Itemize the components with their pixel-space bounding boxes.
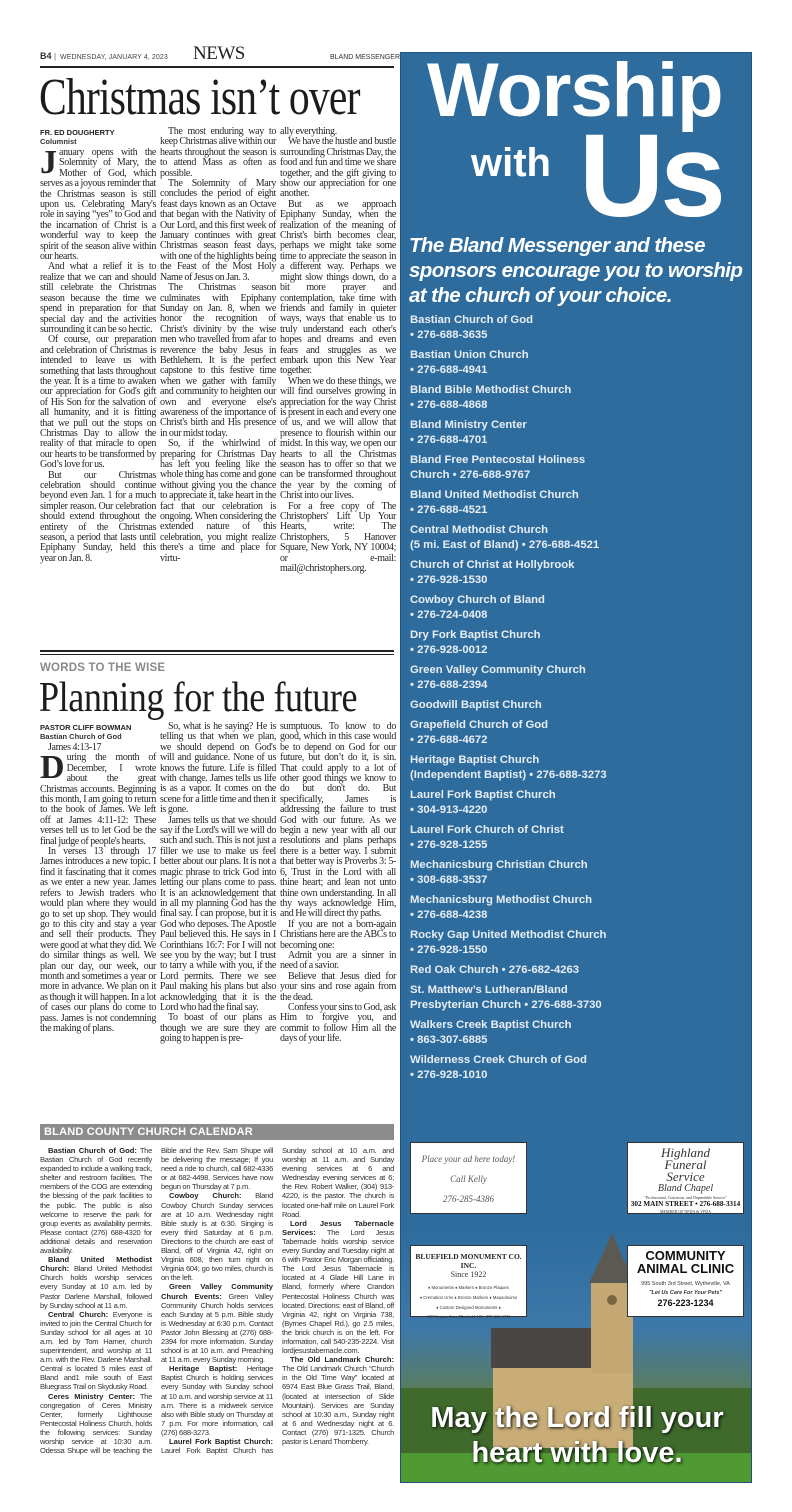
church-line: (Independent Baptist) • 276-688-3273: [410, 769, 607, 781]
church-line: Rocky Gap United Methodist Church: [410, 929, 607, 941]
church-listing: [410, 313, 740, 343]
funeral-logo: [628, 1143, 743, 1183]
ad-phone: 276-285-4386: [443, 1194, 494, 1204]
church-line: • 276-928-1010: [410, 1069, 488, 1081]
church-line: • 276-688-4941: [410, 364, 488, 376]
church-line: • 276-688-4868: [410, 399, 488, 411]
animal-clinic-advert[interactable]: [627, 1245, 744, 1317]
paragraph: Confess your sins to God, ask Him to forgive you, and commit to follow Him all the days of your life.: [280, 1001, 396, 1045]
church-line: • 304-913-4220: [410, 804, 488, 816]
church-listing: [410, 488, 740, 518]
church-line: Mechanicsburg Christian Church: [410, 859, 588, 871]
church-line: • 863-307-6885: [410, 1034, 488, 1046]
church-line: Heritage Baptist Church: [410, 754, 540, 766]
church-listing: [410, 418, 740, 448]
clinic-name: ANIMAL CLINIC: [636, 1261, 735, 1276]
church-listing: [410, 928, 740, 958]
church-listing: [410, 718, 740, 748]
author: PASTOR CLIFF BOWMAN: [40, 723, 132, 732]
church-line: Bland United Methodist Church: [410, 489, 579, 501]
calendar-entry: The Old Landmark Church: The Old Landmark Church “Church in the Old Time Way” located at 6974 East Blue Grass Trail, Bland, (located at intersection of Slide Mountain). Services are Sunday school at 10:30 a.m., Sunday night at 6 and Wednesday night at 6. Contact (276) 971-1325. Church pastor is Lenard Thornberry.: [282, 1355, 394, 1446]
paragraph: So, what is he saying? He is telling us that when we plan, we should depend on God's will and guidance. None of us knows the future. Life is filled with change. James tells us life is as a vapor. It comes on the scene for a little time and then it is gone.: [160, 721, 276, 816]
calendar-header: BLAND COUNTY CHURCH CALENDAR: [40, 1124, 394, 1140]
address: 995 South 3rd Street, Wytheville, VA: [641, 1281, 730, 1287]
paragraph: James 4:13-17: [48, 742, 102, 753]
church-listing: [410, 1018, 740, 1048]
worship-panel: [400, 52, 752, 1483]
calendar-entry-title: Bland United Methodist Church:: [40, 1255, 152, 1274]
church-line: • 276-688-4672: [410, 734, 488, 746]
paragraph: When we do these things, we will find ourselves growing in appreciation for the way Christ is present in each and every one of us, and we will allow that presence to flourish within our midst. In this way, we open our hearts to all the Christmas season has to offer so that we can be transformed throughout the year by the coming of Christ into our lives.: [280, 375, 396, 502]
calendar-entry: Central Church: Everyone is invited to join the Central Church for Sunday school for all ages at 10 a.m. led by Tom Harner, church superintendent, and worship at 11 a.m. with the Rev. Darlene Marshall. Central is located 5 miles east of Bland and1 mile south of East Bluegrass Trail on Skydusky Road.: [40, 1309, 152, 1392]
closing-message: May the Lord fill your heart with love.: [430, 1402, 724, 1469]
worship-tagline: The Bland Messenger and these sponsors encourage you to worship at the church of your choice.: [409, 234, 743, 307]
church-listing: [410, 788, 740, 818]
calendar-entry-title: Bastian Church of God:: [48, 1146, 137, 1155]
church-listing: [410, 348, 740, 378]
church-listing: [410, 628, 740, 658]
logo-line: Funeral: [664, 1157, 707, 1172]
church-line: Church • 276-688-9767: [410, 469, 531, 481]
page-number: B4: [40, 51, 52, 61]
church-listing: [410, 663, 740, 693]
calendar-entry: Green Valley Community Church Events: Green Valley Community Church holds services each Sunday at 5 p.m. Bible study is Wednesday at 6:30 p.m. Contact Pastor John Blessing at (276) 688-2394 for more information. Sunday school is at 10 a.m. and Preaching at 11 a.m. every Sunday morning.: [161, 1282, 274, 1365]
column-kicker: WORDS TO THE WISE: [40, 662, 166, 674]
church-listing: [410, 523, 740, 553]
calendar-entry-title: Green Valley Community Church Events:: [161, 1282, 273, 1301]
church-listing: [410, 858, 740, 888]
worship-title-with: with: [471, 141, 551, 185]
article2-column-2: [160, 722, 276, 1045]
church-line: • 276-688-4701: [410, 434, 488, 446]
drop-cap: J: [40, 144, 57, 181]
calendar-entry-title: Laurel Fork Baptist Church:: [169, 1437, 273, 1446]
church-listing: [410, 983, 740, 1013]
church-line: Bastian Church of God: [410, 314, 534, 326]
since: Since 1922: [450, 1270, 487, 1279]
paragraph: Believe that Jesus died for your sins and rose again from the dead.: [280, 970, 396, 1003]
ad-text: Place your ad here today!: [421, 1154, 516, 1164]
church-listing: [410, 593, 740, 623]
calendar-entry-title: Heritage Baptist:: [169, 1364, 238, 1374]
church-line: Bland Free Pentecostal Holiness: [410, 454, 586, 466]
church-line: Red Oak Church • 276-682-4263: [410, 964, 580, 976]
place-ad-advert[interactable]: [410, 1142, 527, 1214]
church-line: Presbyterian Church • 276-688-3730: [410, 999, 602, 1011]
church-line: • 276-688-2394: [410, 679, 488, 691]
church-line: Cowboy Church of Bland: [410, 594, 545, 606]
paragraph: January opens with the Solemnity of Mary, the Mother of God, which serves as a joyous reminder that the Christmas season is still upon us. Celebrating Mary's role in saying “yes” to God and the incarnation of Christ is a wonderful way to keep the spirit of the season alive within our hearts.: [40, 144, 156, 263]
paper-name: BLAND MESSENGER: [330, 54, 401, 61]
drop-cap: D: [40, 749, 65, 787]
church-listing: [410, 558, 740, 588]
issue-date: WEDNESDAY, JANUARY 4, 2023: [60, 54, 168, 61]
clinic-name: COMMUNITY: [645, 1248, 726, 1263]
services: ♦ Monuments ♦ Markers ♦ Bronze Plaques: [428, 1285, 509, 1290]
paragraph: sumptuous. To know to do good, which in this case would be to depend on God for our future, but don’t do it, is sin. That could apply to a lot of other good things we know to do but don't do. But specifically, James is addressing the failure to trust God with our future. As we begin a new year with all our resolutions and plans perhaps there is a better way. I submit that better way is Proverbs 3: 5-6, Trust in the Lord with all thine heart; and lean not unto thine own understanding. In all thy ways acknowledge Him, and He will direct thy paths.: [280, 721, 396, 920]
church-line: Wilderness Creek Church of God: [410, 1054, 587, 1066]
paragraph: The Solemnity of Mary concludes the period of eight feast days known as an Octave that began with the Nativity of Our Lord, and this first week of January continues with great Christmas season feast days, with one of the highlights being the Feast of the Most Holy Name of Jesus on Jan. 3.: [160, 178, 276, 283]
logo-line: Highland: [660, 1145, 711, 1160]
paragraph: During the month of December, I wrote about the great Christmas accounts. Beginning this month, I am going to return to the book of James. We left off at James 4:11-12: These verses tell us to let God be the final judge of people's hearts.: [40, 749, 156, 847]
paragraph: If you are not a born-again Christians here are the ABCs to becoming one:: [280, 918, 396, 951]
church-line: • 276-928-1530: [410, 574, 488, 586]
church-line: Bastian Union Church: [410, 349, 529, 361]
paragraph: But our Christmas celebration should continue beyond even Jan. 1 for a much simpler reason. Our celebration should extend throughout the entirety of the Christmas season, a period that lasts until Epiphany Sunday, held this year on Jan. 8.: [40, 469, 156, 564]
section-divider: [40, 650, 394, 655]
church-line: Bland Ministry Center: [410, 419, 527, 431]
author-role: Columnist: [40, 137, 77, 146]
funeral-service-advert[interactable]: [627, 1142, 744, 1214]
paragraph: Admit you are a sinner in need of a savior.: [280, 949, 396, 972]
church-line: (5 mi. East of Bland) • 276-688-4521: [410, 539, 600, 551]
church-calendar: [40, 1146, 394, 1455]
article2-byline: [40, 723, 131, 741]
church-line: • 276-928-1550: [410, 944, 488, 956]
services: ♦ Cremation Urns ♦ Bronze Markers ♦ Mausoleums: [419, 1295, 518, 1300]
church-line: • 308-688-3537: [410, 874, 488, 886]
monument-advert[interactable]: [410, 1245, 527, 1317]
paragraph: We have the hustle and bustle surrounding Christmas Day, the food and fun and time we share together, and the gift giving to show our appreciation for one another.: [280, 136, 396, 200]
church-line: • 276-928-1255: [410, 839, 488, 851]
calendar-entry: Heritage Baptist: Heritage Baptist Church is holding services every Sunday with Sunday school at 10 a.m. and worship service at 11 a.m. There is a midweek service also with Bible study on Thursday at 7 p.m. For more information, call (276) 688-3273.: [161, 1364, 273, 1437]
ad-contact: Call Kelly: [450, 1174, 487, 1184]
section-name: NEWS: [193, 43, 245, 64]
church-line: Green Valley Community Church: [410, 664, 586, 676]
church-listing: [410, 753, 740, 783]
paragraph: To boast of our plans as though we are sure they are going to happen is pre-: [160, 1012, 276, 1045]
church-listing: [410, 823, 740, 853]
paragraph: James tells us that we should say if the Lord's will we will do such and such. This is not just a filler we use to make us feel better about our plans. It is not a magic phrase to trick God into letting our plans come to pass. It is an acknowledgement that in all my planning God has the final say. I can propose, but it is God who deposes. The Apostle Paul believed this. He says in I Corinthians 16:7: For I will not see you by the way; but I trust to tarry a while with you, if the Lord permits. There we see Paul making his plans but also acknowledging that it is the Lord who had the final say.: [160, 814, 276, 1013]
worship-title: Worship: [427, 52, 723, 133]
paragraph: For a free copy of The Christophers' Lift Up Your Hearts, write: The Christophers, 5 Hanover Square, New York, NY 10004; or e-mail: mail@christophers.org.: [280, 500, 396, 575]
church-line: Laurel Fork Baptist Church: [410, 789, 556, 801]
church-line: • 276-724-0408: [410, 609, 488, 621]
company-name: BLUEFIELD MONUMENT CO. INC.: [415, 1252, 522, 1270]
calendar-entry: Ceres Ministry Center: The congregation of Ceres Ministry Center, formerly Lighthouse Pentecostal Holiness Church, holds the following services: Sunday worship service at 10:30 a.m. Odessa Shupe will be teaching the Bible and the Rev. Sam Shupe will be delivering the message; If you need a ride to church, call 682-4336 or at 682-4498. Services have now begun on Thursday at 7 p.m.: [40, 1146, 273, 1456]
church-line: • 276-688-4238: [410, 909, 488, 921]
article1-column-1: [40, 144, 156, 564]
services: ♦ Custom Designed Monuments ♦: [436, 1305, 501, 1310]
paragraph: The Christmas season culminates with Epiphany Sunday on Jan. 8, when we honor the recognition of Christ's divinity by the wise men who travelled from afar to reverence the baby Jesus in Bethlehem. It is the perfect capstone to this festive time when we gather with family and community to heighten our own and everyone else's awareness of the importance of Christ's birth and His presence in our midst today.: [160, 282, 276, 439]
calendar-entry-title: Central Church:: [48, 1309, 109, 1319]
church-line: Laurel Fork Church of Christ: [410, 824, 564, 836]
church-line: Dry Fork Baptist Church: [410, 629, 541, 641]
calendar-entry-title: Ceres Ministry Center:: [48, 1391, 136, 1401]
calendar-entry: Bland United Methodist Church: Bland United Methodist Church holds worship services every Sunday at 10 a.m. led by Pastor Darlene Marshall, followed by Sunday school at 11 a.m.: [40, 1255, 152, 1310]
separator: |: [54, 52, 57, 61]
church-line: Mechanicsburg Methodist Church: [410, 894, 593, 906]
calendar-entry-title: Lord Jesus Tabernacle Services:: [282, 1218, 394, 1237]
paragraph: And what a relief it is to realize that we can and should still celebrate the Christmas season because the time we spend in preparation for that special day and the activities surrounding it can be so hectic.: [40, 261, 156, 335]
paragraph: Of course, our preparation and celebration of Christmas is intended to leave us with something that lasts throughout the year. It is a time to awaken our appreciation for God's gift of His Son for the salvation of all humanity, and it is fitting that we pull out the stops on Christmas Day to allow the reality of that miracle to open our hearts to be transformed by God’s love for us.: [40, 334, 156, 471]
paragraph: ally everything.: [280, 126, 337, 137]
author: FR. ED DOUGHERTY: [40, 128, 115, 137]
church-listing: [410, 453, 740, 483]
calendar-entry: Cowboy Church: Bland Cowboy Church Sunday services are at 10 a.m. Wednesday night Bible study is at 6:30. Singing is every third Saturday at 6 p.m. Directions to the church are east of Bland, off of Virginia 42, right on Virginia 608, then turn right on Virginia 604; go two miles, church is on the left.: [161, 1191, 274, 1283]
article1-headline: Christmas isn’t over: [39, 69, 360, 126]
church-listing: [410, 698, 740, 713]
article1-column-3: [280, 127, 396, 574]
church-line: Bland Bible Methodist Church: [410, 384, 572, 396]
calendar-entry-title: Cowboy Church:: [169, 1191, 242, 1201]
article2-column-1: [40, 743, 156, 1034]
chapel-name: Bland Chapel: [657, 1183, 714, 1194]
church-line: Church of Christ at Hollybrook: [410, 559, 575, 571]
church-line: • 276-688-3635: [410, 329, 488, 341]
worship-title-us: Us: [579, 110, 722, 242]
article1-column-2: [160, 127, 276, 564]
calendar-entry-title: The Old Landmark Church:: [290, 1355, 394, 1365]
church-line: • 276-688-4521: [410, 504, 488, 516]
article2-headline: Planning for the future: [39, 675, 358, 721]
church-directory: [410, 313, 740, 1088]
church-line: Grapefield Church of God: [410, 719, 549, 731]
calendar-entry: Bastian Church of God: The Bastian Church of God recently expanded to include a walking track, shelter and restroom facilities. The members of the COG are extending the blessing of the park facilities to the public. The public is also welcome to reserve the park for group events as availability permits. Please contact (276) 688-4320 for additional details and reservation availability.: [40, 1146, 153, 1256]
church-line: • 276-928-0012: [410, 644, 488, 656]
header-rule: [40, 66, 394, 68]
church-listing: [410, 383, 740, 413]
paragraph: But as we approach Epiphany Sunday, when the realization of the meaning of Christ's birth becomes clear, perhaps we might take some time to appreciate the season in a different way. Perhaps we might slow things down, do a bit more prayer and contemplation, take time with friends and family in quieter ways, ways that enable us to truly understand each other's hopes and dreams and even fears and struggles as we embark upon this New Year together.: [280, 198, 396, 377]
author-role: Bastian Church of God: [40, 732, 122, 741]
motto: "Professional, Courteous, and Dependable Service": [644, 1195, 727, 1200]
church-line: Central Methodist Church: [410, 524, 549, 536]
membership: MEMBER OF NFDA & VFDA: [659, 1209, 712, 1214]
address: 302 MAIN STREET • 276-688-3314: [630, 1200, 741, 1208]
paragraph: The most enduring way to keep Christmas alive within our hearts throughout the season is to attend Mass as often as possible.: [160, 126, 276, 179]
church-listing: [410, 963, 740, 978]
calendar-entry: Laurel Fork Baptist Church: Laurel Fork Baptist Church has Sunday school at 10 a.m. and worship at 11 a.m. and Sunday evening services at 6 and Wednesday evening services at 6; the Rev. Robert Walker, (304) 913-4220, is the pastor. The church is located one-half mile on Laurel Fork Road.: [161, 1146, 394, 1456]
church-line: St. Matthew’s Lutheran/Bland: [410, 984, 568, 996]
address: 430 Virginia Ave., Bluefield, VA • 276-236-1174: [426, 1314, 511, 1319]
logo-line: Service: [666, 1169, 705, 1184]
slogan: "Let Us Care For Your Pets": [648, 1290, 723, 1296]
paragraph: So, if the whirlwind of preparing for Christmas Day has left you feeling like the whole thing has come and gone without giving you the chance to appreciate it, take heart in the fact that our celebration is ongoing. When considering the extended nature of this celebration, you might realize there's a time and place for virtu-: [160, 438, 276, 564]
article2-column-3: [280, 722, 396, 1045]
phone: 276-223-1234: [657, 1298, 714, 1308]
calendar-entry: Lord Jesus Tabernacle Services: The Lord Jesus Tabernacle holds worship service every Sunday and Tuesday night at 6 with Pastor Eric Morgan officiating. The Lord Jesus Tabernacle is located at 4 Glade Hill Lane in Bland, formerly where Crandon Pentecostal Holiness Church was located. Directions: east of Bland, off Virginia 42, right on Virginia 738, (Byrnes Chapel Rd.), go 2.5 miles, the brick church is on the left. For information, call 540-235-2224. Visit lordjesustabernacle.com.: [282, 1218, 394, 1356]
church-line: Walkers Creek Baptist Church: [410, 1019, 572, 1031]
paragraph: In verses 13 through 17 James introduces a new topic. I find it fascinating that it comes as we enter a new year. James refers to Jewish traders who would plan where they would go to set up shop. They would go to this city and stay a year and sell their products. They were good at what they did. We do similar things as well. We plan our day, our week, our month and sometimes a year or more in advance. We plan on it as though it will happen. In a lot of cases our plans do come to pass. James is not condemning the making of plans.: [40, 846, 156, 1034]
church-listing: [410, 1053, 740, 1083]
clock-icon: [607, 1295, 617, 1305]
church-listing: [410, 893, 740, 923]
church-line: Goodwill Baptist Church: [410, 699, 542, 711]
